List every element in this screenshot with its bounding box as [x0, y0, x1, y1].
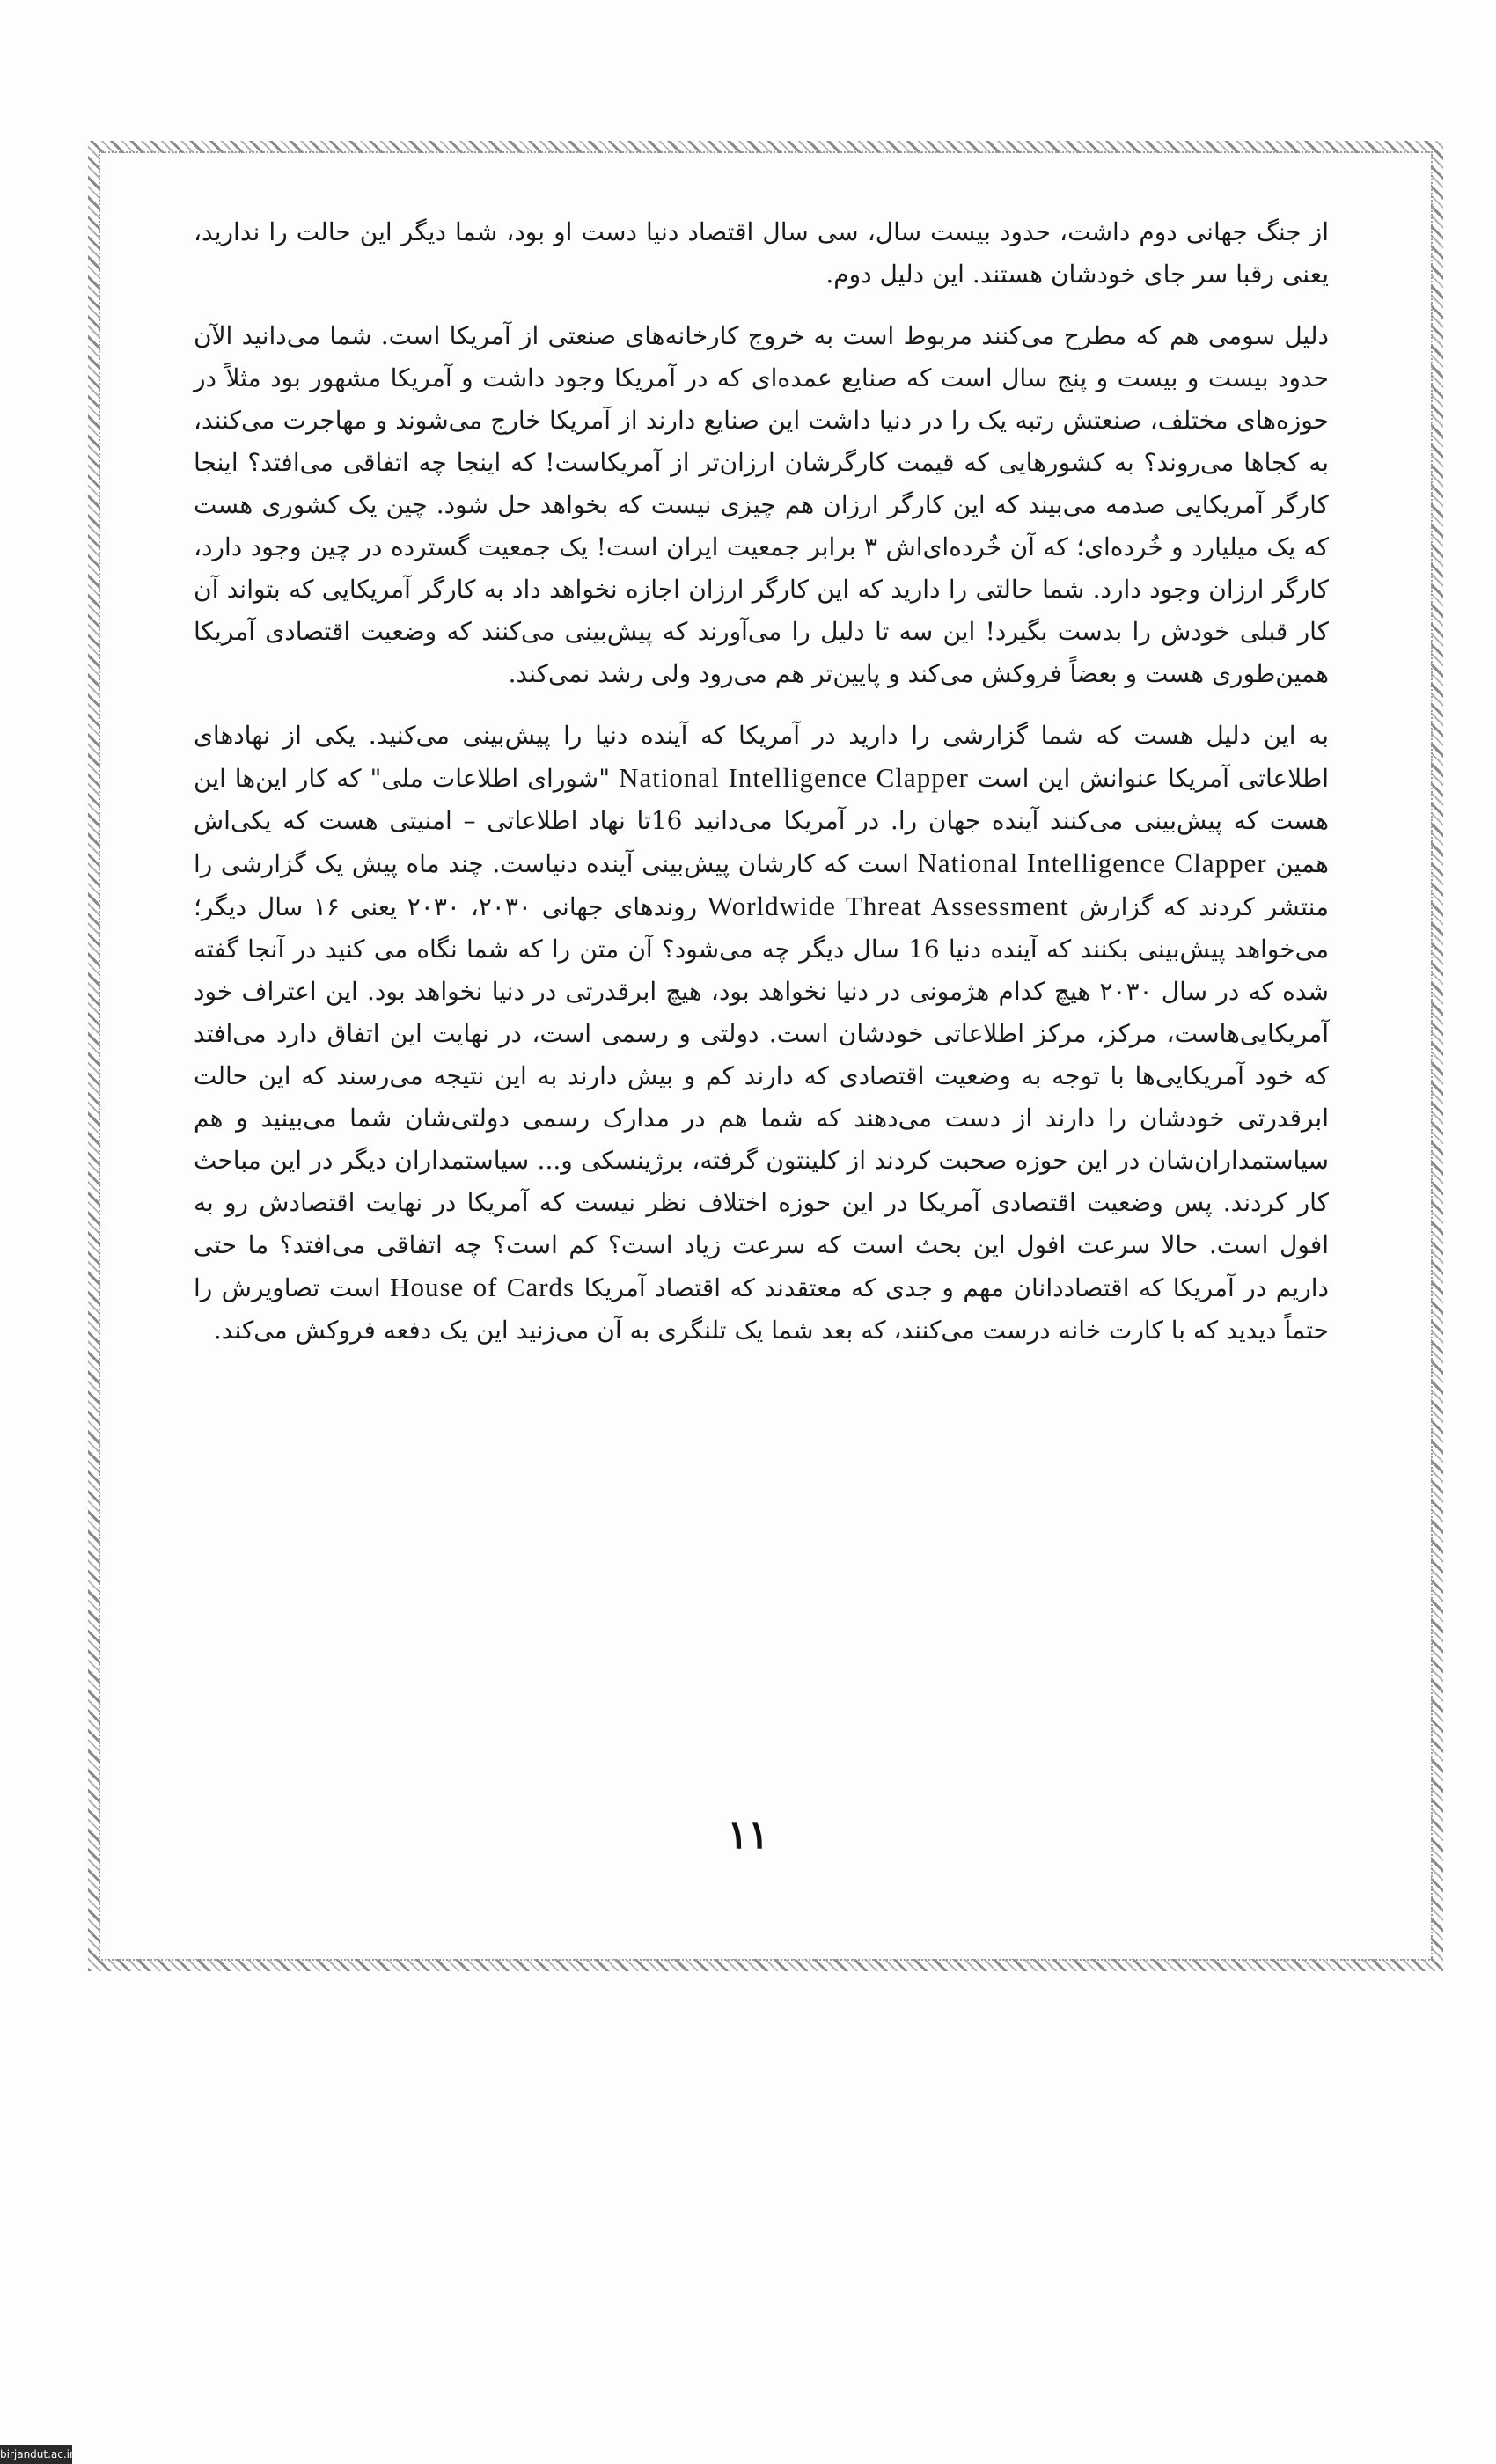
paragraph-text: از جنگ جهانی دوم داشت، حدود بیست سال، سی سال اقتصاد دنیا دست او بود، شما دیگر این حالت را ندارید، یعنی رقبا سر جای خودشان هستند. این دلیل دوم.	[194, 217, 1329, 289]
page-number: ۱۱	[727, 1813, 769, 1858]
paragraph-text: است که کارشان پیش‌بینی آینده دنیاست. چند ماه پیش یک گزارشی را منتشر کردند که گزارش	[194, 849, 1330, 921]
footer-badge: birjandut.ac.ir	[0, 2445, 72, 2464]
paragraph	[194, 315, 1329, 695]
paragraph	[194, 715, 1329, 1352]
paragraph-text: روندهای جهانی ۲۰۳۰، ۲۰۳۰ یعنی ۱۶ سال دیگر؛ می‌خواهد پیش‌بینی بکنند که آینده دنیا 16 سال دیگر چه می‌شود؟ آن متن را که شما نگاه می کنید در آنجا گفته شده که در سال ۲۰۳۰ هیچ کدام هژمونی در دنیا نخواهد بود، هیچ ابرقدرتی در دنیا نخواهد بود. این اعتراف خود آمریکایی‌هاست، مرکز، مرکز اطلاعاتی خودشان است. دولتی و رسمی است، در نهایت این اتفاق دارد می‌افتد که خود آمریکایی‌ها با توجه به وضعیت اقتصادی که دارند کم و بیش دارند به این نتیجه می‌رسند که این حالت ابرقدرتی خودشان را دارند از دست می‌دهند که شما هم در مدارک رسمی دولتی‌شان شما می‌بینید و هم سیاستمداران‌شان در این حوزه صحبت کردند از کلینتون گرفته، برژینسکی و... سیاستمداران دیگر در این مباحث کار کردند. پس وضعیت اقتصادی آمریکا در این حوزه اختلاف نظر نیست که آمریکا در نهایت اقتصادش رو به افول است. حالا سرعت افول این بحث است که سرعت زیاد است؟ کم است؟ چه اتفاقی می‌افتد؟ ما حتی داریم در آمریکا که اقتصاددانان مهم و جدی که معتقدند که اقتصاد آمریکا	[194, 892, 1329, 1302]
paragraph-text: دلیل سومی هم که مطرح می‌کنند مربوط است به خروج کارخانه‌های صنعتی از آمریکا است. شما می‌دانید الآن حدود بیست و بیست و پنج سال است که صنایع عمده‌ای که در آمریکا وجود داشت و آمریکا مشهور بود مثلاً در حوزه‌های مختلف، صنعتش رتبه یک را در دنیا داشت این صنایع دارند از آمریکا خارج می‌شوند و مهاجرت می‌کنند، به کجاها می‌روند؟ به کشورهایی که قیمت کارگرشان ارزان‌تر از آمریکاست! که اینجا چه اتفاقی می‌افتد؟ اینجا کارگر آمریکایی صدمه می‌بیند که این کارگر ارزان هم چیزی نیست که بخواهد حل شود. چین یک کشوری هست که یک میلیارد و خُرده‌ای؛ که آن خُرده‌ای‌اش ۳ برابر جمعیت ایران است! یک جمعیت گسترده در چین وجود دارد، کارگر ارزان وجود دارد. شما حالتی را دارید که این کارگر ارزان اجازه نخواهد داد به کارگر آمریکایی که بتواند آن کار قبلی خودش را بدست بگیرد! این سه تا دلیل را می‌آورند که پیش‌بینی می‌کنند که وضعیت اقتصادی آمریکا همین‌طوری هست و بعضاً فروکش می‌کند و پایین‌تر هم می‌رود ولی رشد نمی‌کند.	[194, 321, 1330, 688]
paragraph-text: به این دلیل هست که شما گزارشی را دارید در آمریکا که آینده دنیا را پیش‌بینی می‌کنید. یکی از نهادهای اطلاعاتی آمریکا عنوانش این است	[194, 721, 1330, 793]
paragraph-text: است تصاویرش را حتماً دیدید که با کارت خانه درست می‌کنند، که بعد شما یک تلنگری به آن می‌زنید این یک دفعه فروکش می‌کند.	[194, 1273, 1329, 1345]
document-body	[194, 211, 1329, 1371]
paragraph	[194, 211, 1329, 296]
paragraph-text: "شورای اطلاعات ملی" که کار این‌ها این هست که پیش‌بینی می‌کنند آینده جهان را. در آمریکا می‌دانید 16تا نهاد اطلاعاتی – امنیتی هست که یکی‌اش همین	[194, 764, 1330, 878]
latin-term: National Intelligence Clapper	[619, 762, 969, 793]
latin-term: Worldwide Threat Assessment	[707, 891, 1069, 921]
latin-term: National Intelligence Clapper	[917, 847, 1267, 878]
latin-term: House of Cards	[390, 1272, 576, 1302]
